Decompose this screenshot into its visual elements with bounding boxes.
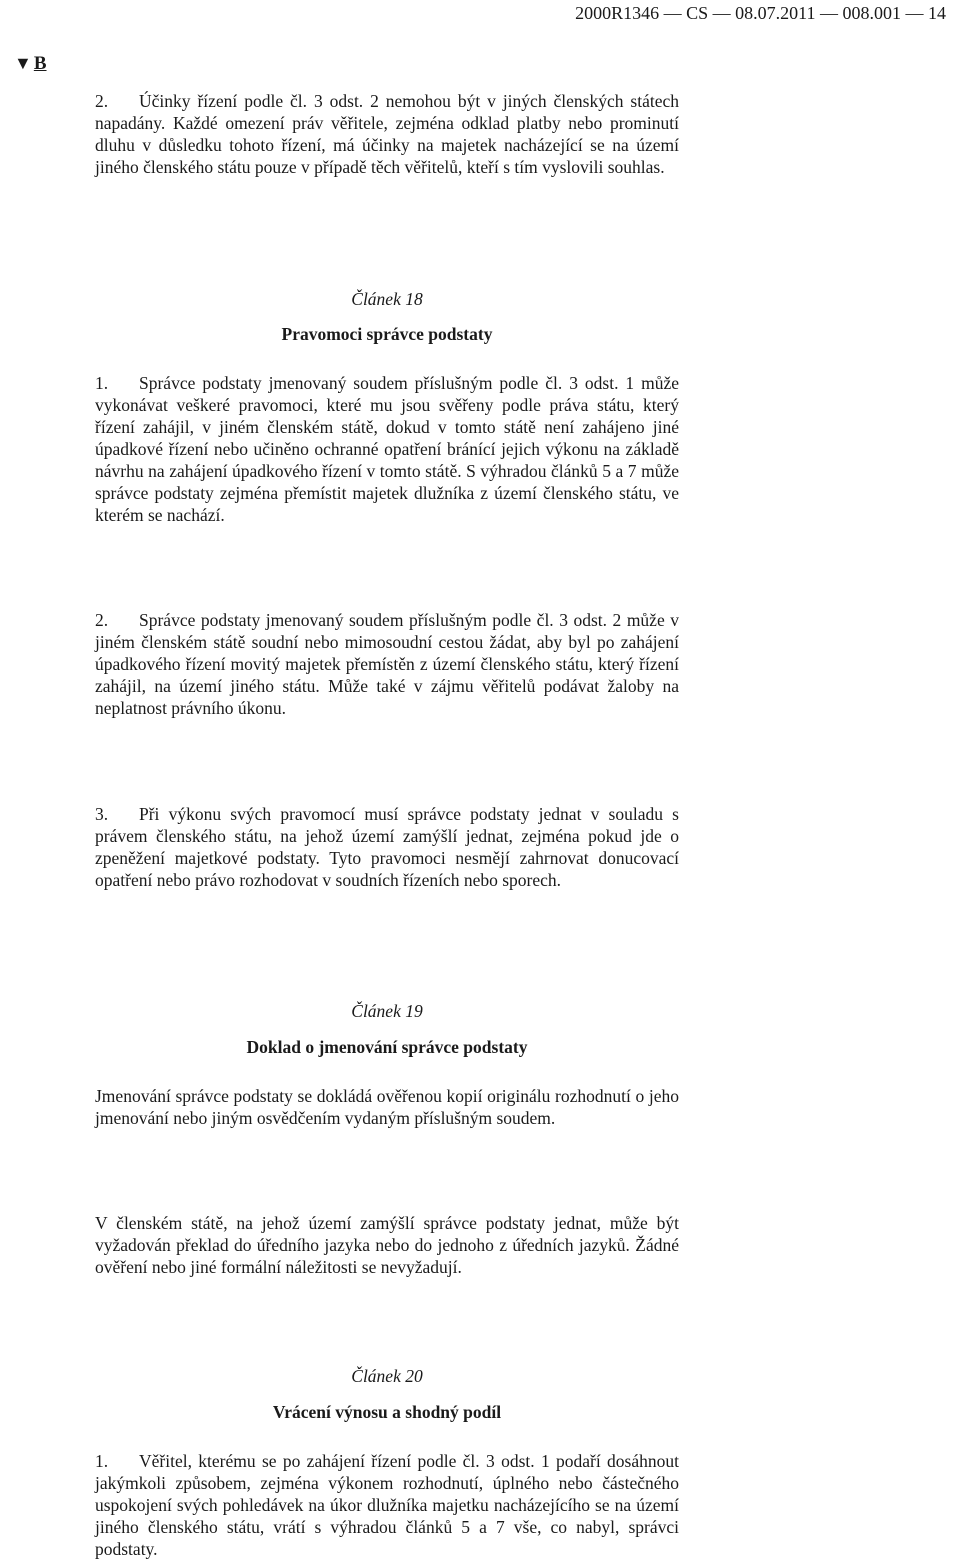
- paragraph-17-2: [95, 90, 679, 178]
- paragraph-number: 1.: [95, 1451, 109, 1471]
- paragraph-text: Správce podstaty jmenovaný soudem příslušným podle čl. 3 odst. 1 může vykonávat veškeré pravomoci, které mu jsou svěřeny podle práva státu, který řízení zahájil, v jiném členském státě, dokud v tomto státě není zahájeno jiné úpadkové řízení nebo učiněno ochranné opatření bránící jejich výkonu na základě návrhu na zahájení úpadkového řízení v tomto státě. S výhradou článků 5 a 7 může správce podstaty zejména přemístit majetek dlužníka z území členského státu, ve kterém se nachází.: [95, 373, 679, 525]
- article-19-title: Doklad o jmenování správce podstaty: [246, 1037, 528, 1057]
- paragraph-text: Účinky řízení podle čl. 3 odst. 2 nemohou být v jiných členských státech napadány. Každé omezení práv věřitele, zejména odklad platby nebo prominutí dluhu v důsledku tohoto řízení, má účinky na majetek nacházející se na území jiného členského státu pouze v případě těch věřitelů, kteří s tím vyslovili souhlas.: [95, 91, 679, 177]
- article-20-title: Vrácení výnosu a shodný podíl: [272, 1402, 502, 1422]
- paragraph-text: Správce podstaty jmenovaný soudem příslušným podle čl. 3 odst. 2 může v jiném členském státě soudní nebo mimosoudní cestou žádat, aby byl po zahájení úpadkového řízení movitý majetek přemístěn z území členského státu, který řízení zahájil, na území jiného státu. Může také v zájmu věřitelů podávat žaloby na neplatnost právního úkonu.: [95, 610, 679, 718]
- article-20-number: Článek 20: [351, 1366, 423, 1386]
- amendment-marker: [14, 52, 47, 75]
- article-19-paragraph-1: [95, 1085, 679, 1129]
- article-18-title: Pravomoci správce podstaty: [281, 324, 493, 344]
- article-18-paragraph-2: [95, 609, 679, 719]
- article-18-paragraph-1: [95, 372, 679, 526]
- marker-letter: B: [33, 53, 47, 74]
- paragraph-text: Jmenování správce podstaty se dokládá ověřenou kopií originálu rozhodnutí o jeho jmenování nebo jiným osvědčením vydaným příslušným soudem.: [95, 1086, 679, 1128]
- paragraph-text: Při výkonu svých pravomocí musí správce podstaty jednat v souladu s právem členského státu, na jehož území zamýšlí jednat, zejména pokud jde o zpeněžení majetkové podstaty. Tyto pravomoci nesmějí zahrnovat donucovací opatření nebo právo rozhodovat v soudních řízeních nebo sporech.: [95, 804, 679, 890]
- paragraph-text: V členském státě, na jehož území zamýšlí správce podstaty jednat, může být vyžadován překlad do úředního jazyka nebo do jednoho z úředních jazyků. Žádné ověření nebo jiné formální náležitosti se nevyžadují.: [95, 1213, 679, 1277]
- triangle-down-icon: ▼: [14, 53, 32, 73]
- article-19-number: Článek 19: [351, 1001, 423, 1021]
- paragraph-number: 1.: [95, 373, 109, 393]
- paragraph-number: 2.: [95, 610, 109, 630]
- document-header: 2000R1346 — CS — 08.07.2011 — 008.001 — 14: [575, 3, 946, 23]
- paragraph-number: 3.: [95, 804, 109, 824]
- article-19-paragraph-2: [95, 1212, 679, 1278]
- article-18-paragraph-3: [95, 803, 679, 891]
- article-18-number: Článek 18: [351, 289, 423, 309]
- paragraph-text: Věřitel, kterému se po zahájení řízení podle čl. 3 odst. 1 podaří dosáhnout jakýmkoli způsobem, zejména výkonem rozhodnutí, úplného nebo částečného uspokojení svých pohledávek na úkor dlužníka majetku nacházejícího se na území jiného členského státu, vrátí s výhradou článků 5 a 7 vše, co nabyl, správci podstaty.: [95, 1451, 679, 1559]
- paragraph-number: 2.: [95, 91, 109, 111]
- article-20-paragraph-1: [95, 1450, 679, 1560]
